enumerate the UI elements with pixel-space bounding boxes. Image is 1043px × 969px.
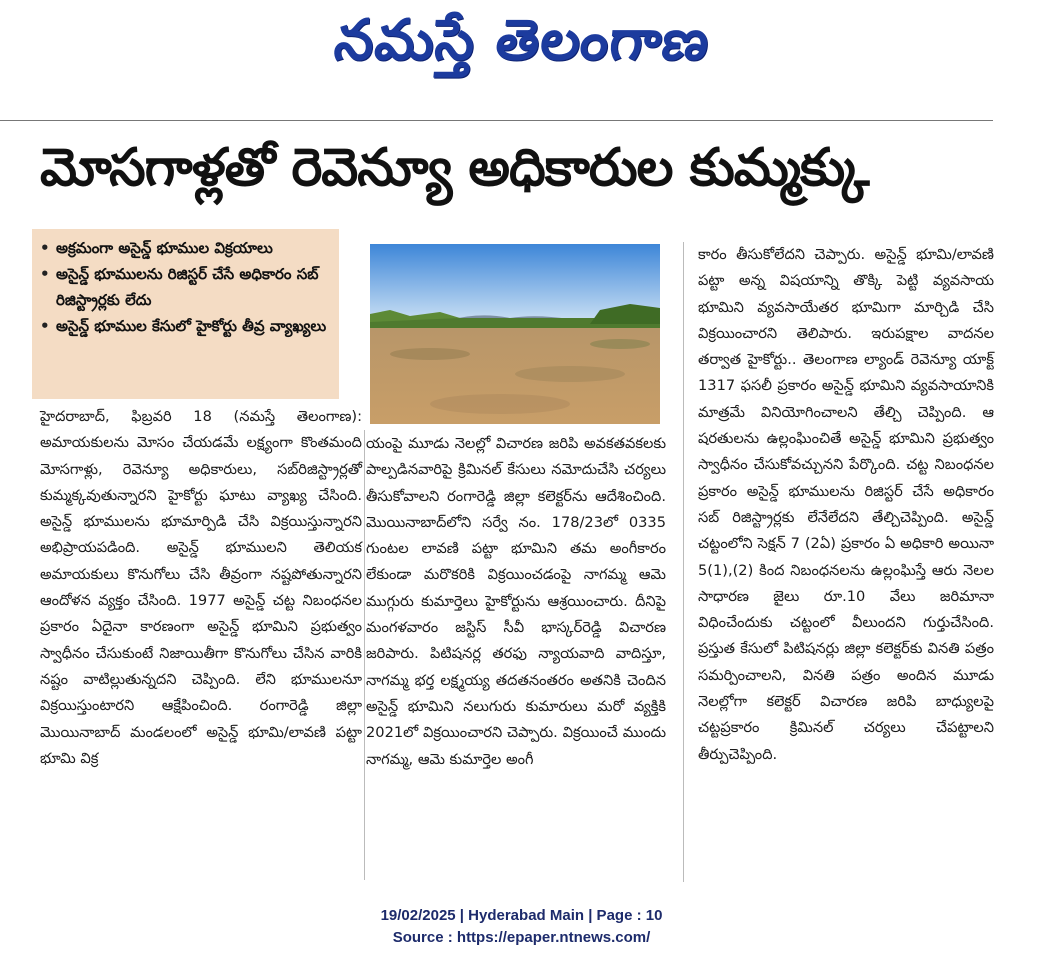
bullet-icon: • [40,317,50,335]
field-landscape-photo [370,244,660,424]
highlight-item: • అసైన్డ్ భూముల కేసులో హైకోర్టు తీవ్ర వ్యాఖ్యలు [40,313,331,339]
body-column-3: కారం తీసుకోలేదని చెప్పారు. అసైన్డ్ భూమి/లావణి పట్టా అన్న విషయాన్ని తొక్కి పెట్టి వ్యవసాయ భూమిని వ్యవసాయేతర భూమిగా మార్చిడి చేసి విక్రయించారని తెలిపారు. ఇరుపక్షాల వాదనల తర్వాత హైకోర్టు.. తెలంగాణ ల్యాండ్ రెవెన్యూ యాక్ట్ 1317 ఫసలీ ప్రకారం అసైన్డ్ భూమిని వ్యవసాయానికి మాత్రమే వినియోగించాలని తేల్చి చెప్పింది. ఆ షరతులను ఉల్లంఘించితే అసైన్డ్ భూమిని ప్రభుత్వం స్వాధీనం చేసుకోవచ్చునని పేర్కొంది. చట్ట నిబంధనల ప్రకారం అసైన్డ్ భూములను రిజిస్టర్ చేసే అధికారం సబ్ రిజిస్ట్రార్లకు లేనేలేదని తేల్చిచెప్పింది. అసైన్డ్ చట్టంలోని సెక్షన్ 7 (2ఏ) ప్రకారం ఏ అధికారి అయినా 5(1),(2) కింద నిబంధనలను ఉల్లంఘిస్తే ఆరు నెలల సాధారణ జైలు రూ.10 వేలు జరిమానా విధించేందుకు చట్టంలో వీలుందని గుర్తుచేసింది. ప్రస్తుత కేసులో పిటిషనర్లు జిల్లా కలెక్టర్‌కు వినతి పత్రం సమర్పించాలని, వినతి పత్రం అందిన మూడు నెలల్లోగా కలెక్టర్ విచారణ జరిపి బాధ్యులపై చట్టప్రకారం క్రిమినల్ చర్యలు చేపట్టాలని తీర్పుచెప్పింది. [698,246,994,763]
highlights-box [32,229,339,399]
page-footer [0,905,1043,949]
masthead [0,0,1043,95]
highlight-item: • అక్రమంగా అసైన్డ్ భూముల విక్రయాలు [40,235,331,261]
bullet-icon: • [40,239,50,257]
bullet-icon: • [40,265,50,283]
header-divider [0,120,993,121]
highlight-item: • అసైన్డ్ భూములను రిజిస్టర్ చేసే అధికారం సబ్ రిజిస్ట్రార్లకు లేదు [40,261,331,313]
article-headline: మోసగాళ్లతో రెవెన్యూ అధికారుల కుమ్మక్కు [40,138,869,198]
masthead-logo: నమస్తే తెలంగాణ [331,8,714,73]
body-column-1: హైదరాబాద్, ఫిబ్రవరి 18 (నమస్తే తెలంగాణ): అమాయకులను మోసం చేయడమే లక్ష్యంగా కొంతమంది మోసగాళ్లు, రెవెన్యూ అధికారులు, సబ్‌రిజిస్ట్రార్లతో కుమ్మక్కవుతున్నారని హైకోర్టు ఘాటు వ్యాఖ్య చేసింది. అసైన్డ్ భూములను భూమార్పిడి చేసి విక్రయిస్తున్నారని అభిప్రాయపడింది. అసైన్డ్ భూములని తెలియక అమాయకులు కొనుగోలు చేసి తీవ్రంగా నష్టపోతున్నారని ఆందోళన వ్యక్తం చేసింది. 1977 అసైన్డ్ చట్ట నిబంధనల ప్రకారం ఏదైనా కారణంగా అసైన్డ్ భూమిని ప్రభుత్వం స్వాధీనం చేసుకుంటే నిజాయితీగా కొనుగోలు చేసిన వారికి నష్టం వాటిల్లుతున్నదని చెప్పింది. లేని భూములనూ విక్రయిస్తుంటారని ఆక్షేపించింది. రంగారెడ్డి జిల్లా మొయినాబాద్ మండలంలో అసైన్డ్ భూమి/లావణి పట్టా భూమి విక్ర [40,408,362,767]
body-column-2: యంపై మూడు నెలల్లో విచారణ జరిపి అవకతవకలకు పాల్పడినవారిపై క్రిమినల్ కేసులు నమోదుచేసి చర్యలు తీసుకోవాలని రంగారెడ్డి జిల్లా కలెక్టర్‌ను ఆదేశించింది. మొయినాబాద్‌లోని సర్వే నం. 178/23లో 0335 గుంటల లావణి పట్టా భూమిని తమ అంగీకారం లేకుండా మరొకరికి విక్రయించడంపై నాగమ్మ ఆమె ముగ్గురు కుమార్తెలు హైకోర్టును ఆశ్రయించారు. దీనిపై మంగళవారం జస్టిస్ సీవీ భాస్కర్‌రెడ్డి విచారణ జరిపారు. పిటిషనర్ల తరఫు న్యాయవాది వాదిస్తూ, నాగమ్మ భర్త లక్ష్మయ్య తదతనంతరం అతనికి చెందిన అసైన్డ్ భూమిని నలుగురు కుమారులు మరో వ్యక్తికి 2021లో విక్రయించారని చెప్పారు. విక్రయించే ముందు నాగమ్మ, ఆమె కుమార్తెల అంగీ [366,435,666,768]
footer-source-link[interactable]: Source : https://epaper.ntnews.com/ [392,929,651,946]
column-divider [683,242,684,882]
column-divider [364,430,365,880]
footer-date-edition: 19/02/2025 | Hyderabad Main | Page : 10 [380,907,663,924]
